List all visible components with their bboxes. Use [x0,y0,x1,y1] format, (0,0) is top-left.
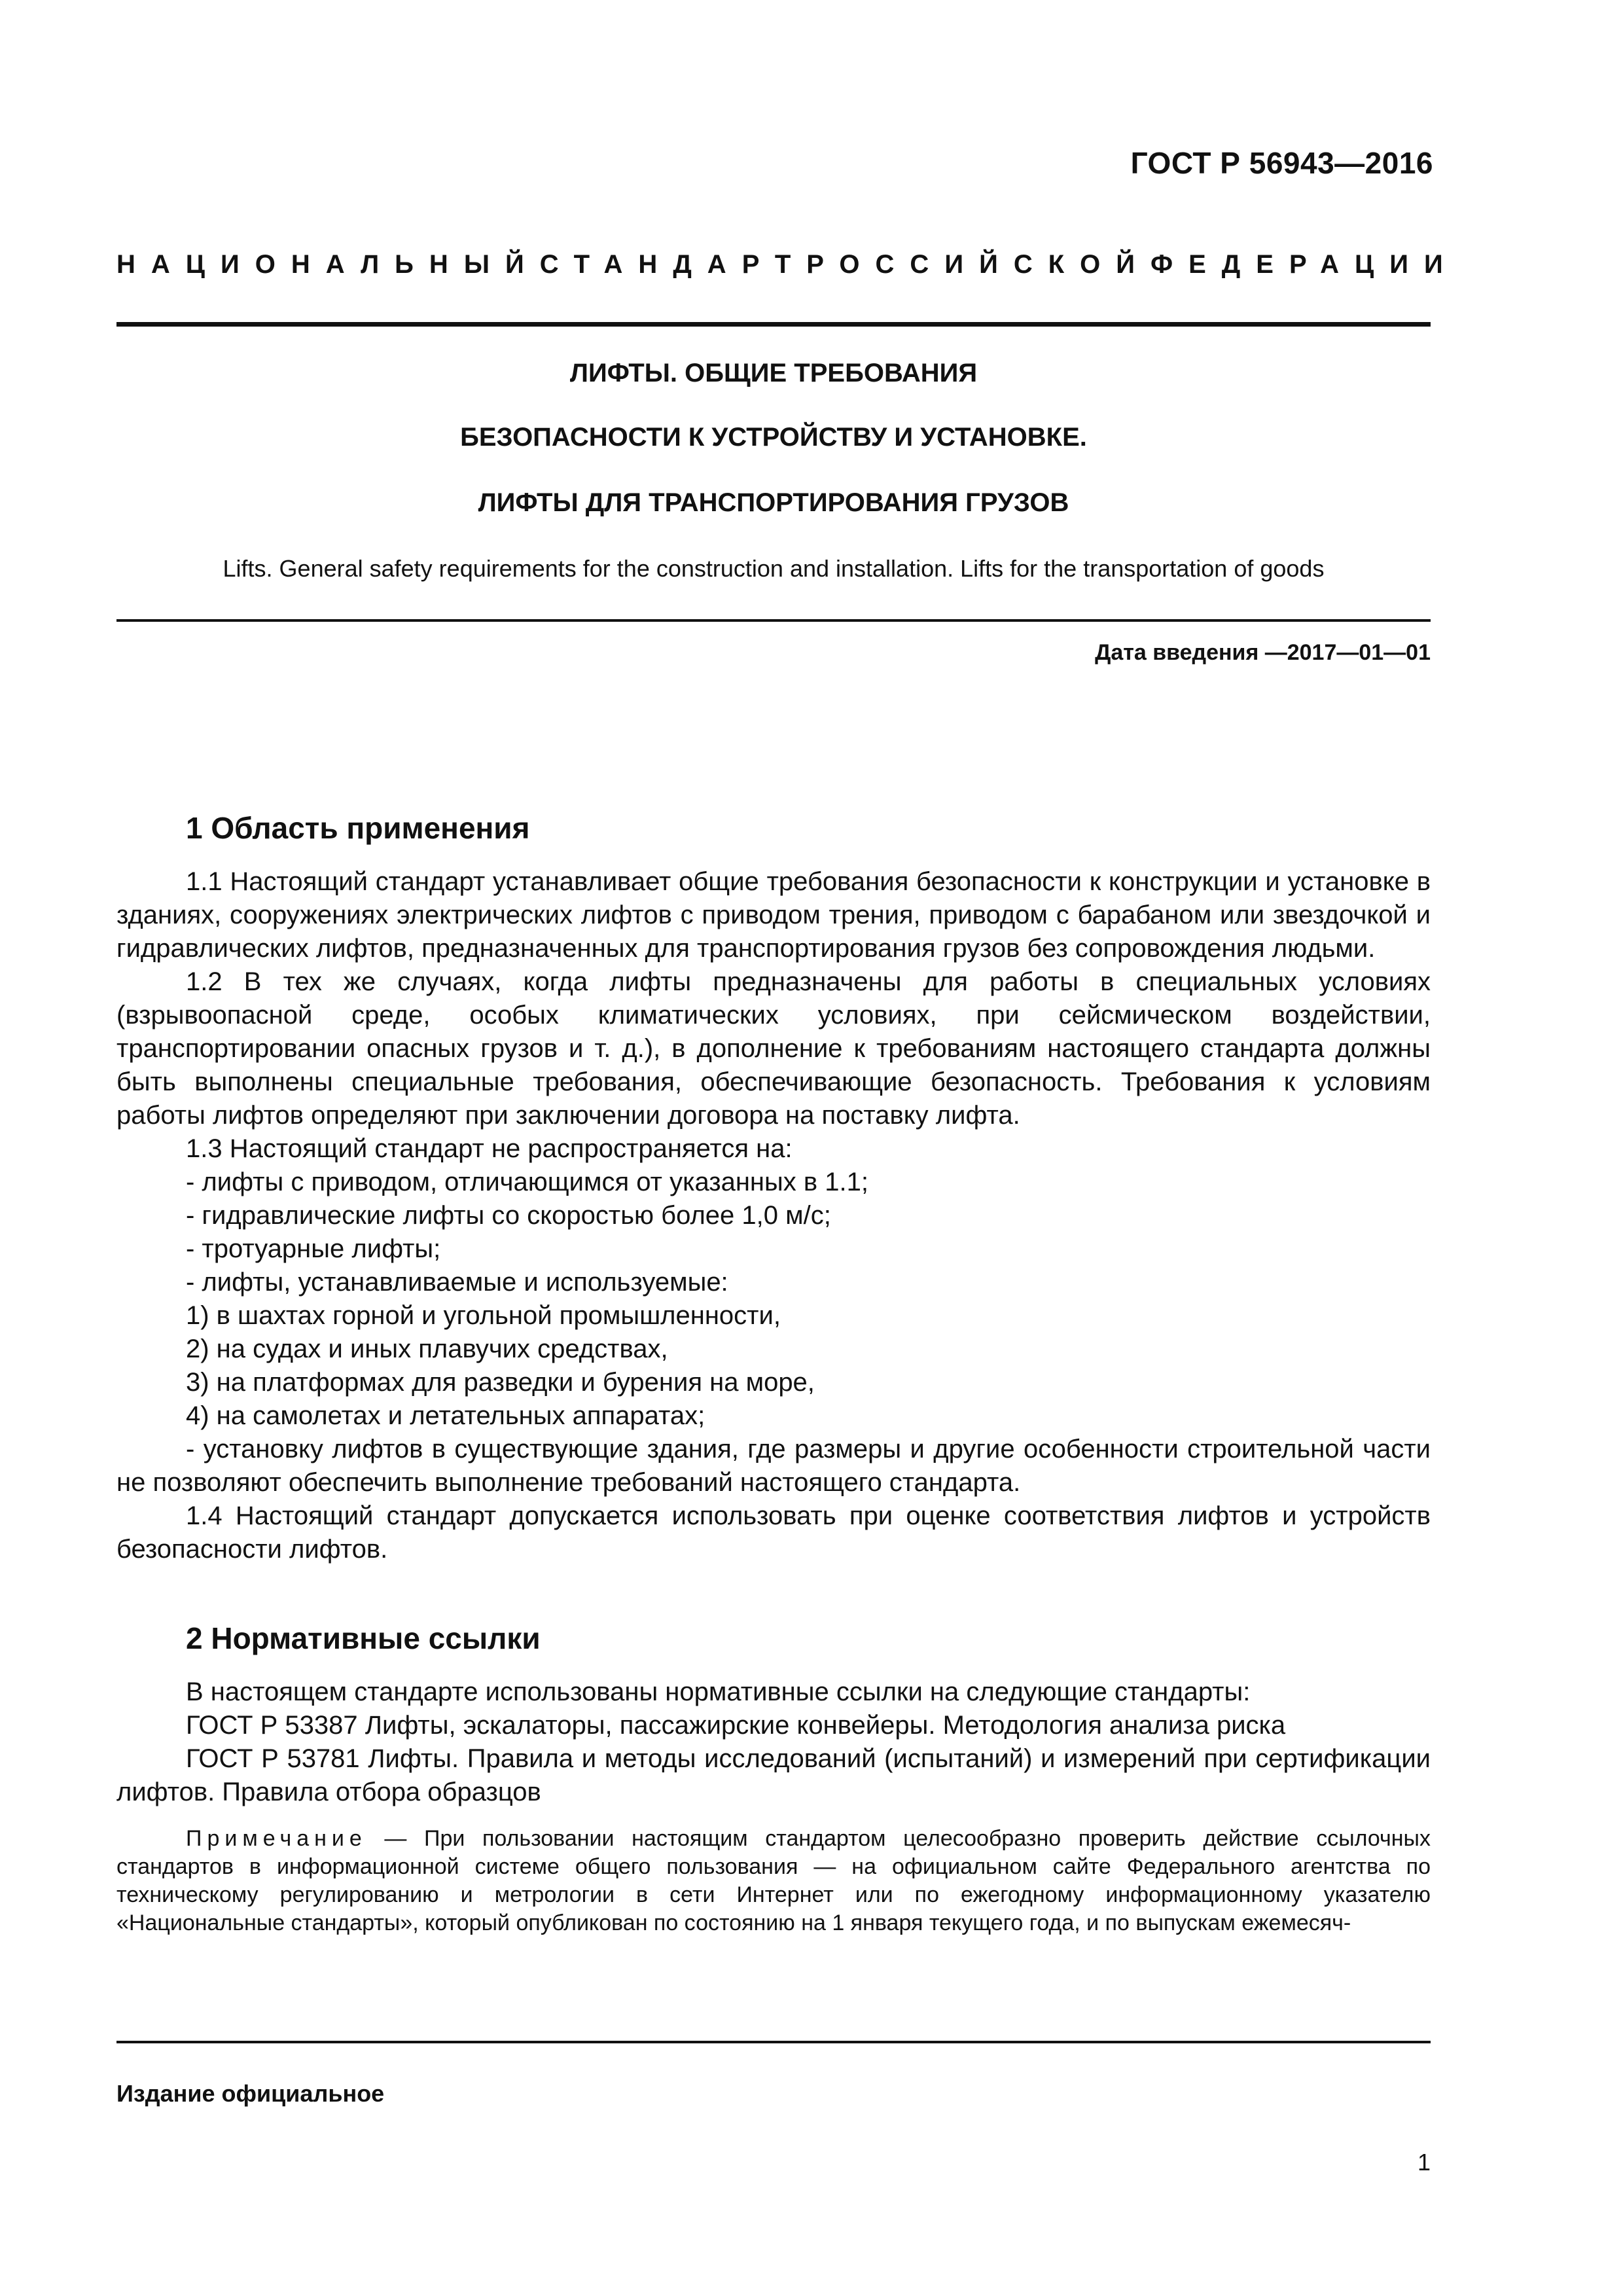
section-2-heading: 2 Нормативные ссылки [186,1621,541,1655]
title-line-1: ЛИФТЫ. ОБЩИЕ ТРЕБОВАНИЯ [569,359,978,387]
title-english: Lifts. General safety requirements for the construction and installation. Lifts for the transportation of goods [223,555,1325,582]
introduction-date: Дата введения —2017—01—01 [1095,640,1431,665]
note-block [116,1825,1431,1937]
official-edition-label: Издание официальное [116,2080,385,2107]
note-text: — При пользовании настоящим стандартом целесообразно проверить действие ссылочных стандартов в информационной системе общего пользования — на официальном сайте Федерального агентства по техническому регулированию и метрологии в сети Интернет или по ежегодному информационному указателю «Национальные стандарты», который опубликован по состоянию на 1 января текущего года, и по выпускам ежемесяч- [116,1826,1431,1935]
banner-word: ФЕДЕРАЦИИ [1150,250,1459,279]
list-item: 2) на судах и иных плавучих средствах, [186,1335,668,1363]
page-number: 1 [1417,2149,1431,2176]
standard-code: ГОСТ Р 56943—2016 [1130,146,1433,180]
header-rule [116,322,1431,327]
national-standard-banner [116,250,1459,279]
note-label: Примечание [186,1826,367,1851]
list-item: - лифты, устанавливаемые и используемые: [186,1268,728,1297]
title-rule [116,619,1431,622]
references-intro: В настоящем стандарте использованы нормативные ссылки на следующие стандарты: [186,1677,1251,1706]
banner-word: НАЦИОНАЛЬНЫЙ [116,250,540,279]
title-line-3: ЛИФТЫ ДЛЯ ТРАНСПОРТИРОВАНИЯ ГРУЗОВ [478,488,1069,517]
list-item-last: - установку лифтов в существующие здания, где размеры и другие особенности строительной части не позволяют обеспечить выполнение требований настоящего стандарта. [116,1435,1431,1497]
list-item: - гидравлические лифты со скоростью более 1,0 м/с; [186,1201,831,1230]
list-item: - лифты с приводом, отличающимся от указанных в 1.1; [186,1168,868,1196]
footer-rule [116,2041,1431,2043]
section-1-body [116,865,1431,1566]
section-2-body [116,1676,1431,1809]
paragraph-1-1: 1.1 Настоящий стандарт устанавливает общие требования безопасности к конструкции и установке в зданиях, сооружениях электрических лифтов с приводом трения, приводом с барабаном или звездочкой и гидравлических лифтов, предназначенных для транспортирования грузов без сопровождения людьми. [116,867,1431,963]
note-paragraph [116,1825,1431,1937]
section-1-heading: 1 Область применения [186,811,530,845]
paragraph-1-3: 1.3 Настоящий стандарт не распространяется на: [186,1134,793,1163]
list-item: - тротуарные лифты; [186,1234,441,1263]
list-item: 3) на платформах для разведки и бурения на море, [186,1368,815,1397]
reference-item: ГОСТ Р 53387 Лифты, эскалаторы, пассажирские конвейеры. Методология анализа риска [186,1711,1286,1740]
list-item: 1) в шахтах горной и угольной промышленности, [186,1301,781,1330]
paragraph-1-4: 1.4 Настоящий стандарт допускается использовать при оценке соответствия лифтов и устройств безопасности лифтов. [116,1501,1431,1564]
list-item: 4) на самолетах и летательных аппаратах; [186,1401,705,1430]
paragraph-1-2: 1.2 В тех же случаях, когда лифты предназначены для работы в специальных условиях (взрывоопасной среде, особых климатических условиях, при сейсмическом воздействии, транспортировании опасных грузов и т. д.), в дополнение к требованиям настоящего стандарта должны быть выполнены специальные требования, обеспечивающие безопасность. Требования к условиям работы лифтов определяют при заключении договора на поставку лифта. [116,967,1431,1130]
banner-word: СТАНДАРТ [539,250,807,279]
banner-word: РОССИЙСКОЙ [806,250,1150,279]
reference-item: ГОСТ Р 53781 Лифты. Правила и методы исследований (испытаний) и измерений при сертификации лифтов. Правила отбора образцов [116,1744,1431,1806]
title-line-2: БЕЗОПАСНОСТИ К УСТРОЙСТВУ И УСТАНОВКЕ. [460,423,1087,452]
